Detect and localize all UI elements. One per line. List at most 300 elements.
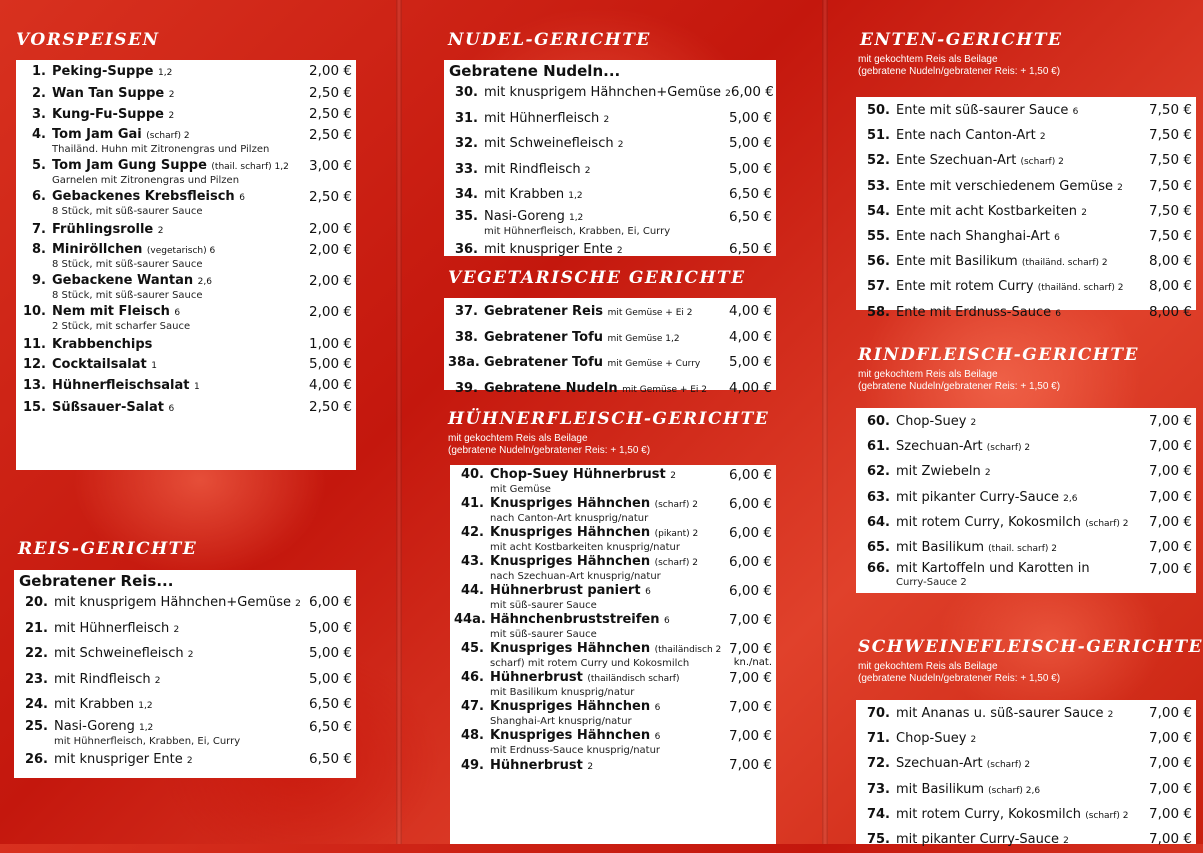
menu-box-reis: [14, 570, 356, 778]
item-price-value: 7,00 €: [1149, 539, 1192, 556]
menu-item: [454, 525, 772, 554]
item-name: mit Basilikum: [896, 540, 985, 556]
item-price-value: 7,00 €: [729, 670, 772, 686]
item-price: [309, 398, 352, 418]
menu-item: [448, 238, 772, 264]
item-price-value: 7,00 €: [729, 699, 772, 715]
item-number: 6.: [32, 189, 46, 205]
menu-item: [20, 355, 352, 377]
item-name: mit Krabben: [54, 697, 135, 712]
item-price: [729, 132, 772, 156]
item-price-value: 6,50 €: [309, 696, 352, 712]
item-number: 65.: [866, 540, 890, 556]
item-price-value: 5,00 €: [309, 355, 352, 372]
item-name: Hühnerfleischsalat: [52, 378, 190, 394]
menu-item: [860, 702, 1192, 727]
item-body: [896, 301, 1149, 326]
item-note: 6: [1055, 308, 1061, 319]
item-body: [54, 719, 309, 748]
item-note: 6: [174, 307, 181, 318]
item-name: Knuspriges Hähnchen: [490, 496, 651, 511]
item-description: Shanghai-Art knusprig/natur: [490, 716, 632, 727]
item-note: 1,2: [138, 701, 153, 711]
item-name: Szechuan-Art: [896, 439, 983, 455]
item-note: (pikant) 2: [654, 529, 699, 539]
section-subtitle-huehner-2: (gebratene Nudeln/gebratener Reis: + 1,50 €): [448, 445, 651, 456]
menu-item: [18, 748, 352, 774]
item-price: [729, 158, 772, 182]
item-number: 9.: [32, 272, 46, 288]
item-note: 6: [664, 616, 670, 626]
item-body: [896, 778, 1149, 803]
item-note: (thail. scharf) 1,2: [211, 162, 289, 173]
item-body: [52, 273, 309, 304]
item-body: [490, 728, 729, 757]
item-note: 2: [1039, 132, 1046, 143]
item-body: [490, 612, 729, 641]
menu-item: [20, 158, 352, 189]
menu-item: [448, 326, 772, 352]
item-price-value: 6,50 €: [309, 718, 352, 735]
item-number: 25.: [24, 718, 48, 734]
item-body: [490, 583, 729, 612]
menu-box-vorspeisen: [16, 60, 356, 470]
item-name: mit rotem Curry, Kokosmilch: [896, 806, 1082, 822]
menu-item: [20, 105, 352, 127]
item-note: (thailänd. scharf) 2: [1021, 258, 1108, 269]
item-name: Tom Jam Gung Suppe: [52, 158, 207, 174]
item-name: Peking-Suppe: [52, 64, 154, 79]
item-note: mit Gemüse + Ei 2: [607, 308, 693, 318]
item-number: 48.: [460, 728, 484, 743]
item-price-value: 2,00 €: [309, 272, 352, 289]
section-title-vegetarisch: VEGETARISCHE GERICHTE: [448, 268, 746, 288]
item-price: [1149, 250, 1192, 273]
item-note: 2,6: [197, 276, 212, 287]
item-name: mit Hühnerfleisch: [484, 110, 600, 126]
item-description: nach Canton-Art knusprig/natur: [490, 513, 649, 524]
item-price: [309, 62, 352, 82]
item-name: Chop-Suey: [896, 731, 967, 747]
item-name: Tom Jam Gai: [52, 127, 142, 143]
menu-item: [860, 511, 1192, 536]
item-body: [896, 511, 1149, 536]
item-body: [52, 127, 309, 158]
item-price-value: 7,00 €: [729, 612, 772, 628]
item-number: 54.: [866, 203, 890, 219]
item-price-value: 5,00 €: [309, 670, 352, 687]
item-number: 55.: [866, 229, 890, 245]
item-price: [729, 300, 772, 324]
item-price-value: 2,50 €: [309, 127, 352, 144]
item-body: [896, 175, 1149, 200]
menu-item: [860, 727, 1192, 752]
menu-item: [18, 693, 352, 719]
item-name: mit Kartoffeln und Karotten in: [896, 561, 1090, 577]
item-price-value: 6,00 €: [730, 84, 774, 100]
item-body: [896, 561, 1149, 591]
item-note: mit Gemüse + Curry: [607, 359, 701, 369]
item-note: 6: [168, 403, 175, 414]
item-price: [1149, 275, 1192, 298]
item-note: 1,2: [568, 212, 584, 223]
item-body: [54, 693, 309, 719]
item-name: Szechuan-Art: [896, 756, 983, 772]
item-price-note: kn./nat.: [733, 657, 772, 668]
item-number: 38.: [454, 329, 478, 345]
menu-item: [448, 300, 772, 326]
menu-item: [454, 612, 772, 641]
item-note: 1,2: [568, 191, 583, 201]
item-note: 6: [654, 703, 661, 713]
item-price: [729, 496, 772, 512]
item-description: mit süß-saurer Sauce: [490, 629, 597, 640]
item-price-value: 4,00 €: [729, 328, 772, 345]
item-name: Chop-Suey Hühnerbrust: [490, 467, 666, 482]
item-note: (scharf) 2: [986, 760, 1031, 771]
item-price-value: 5,00 €: [729, 160, 772, 177]
item-body: [896, 200, 1149, 225]
item-price: [1149, 149, 1192, 172]
item-price-value: 6,50 €: [729, 240, 772, 257]
item-description: mit Basilikum knusprig/natur: [490, 687, 635, 698]
item-price-value: 7,00 €: [729, 641, 772, 657]
item-price-value: 7,00 €: [1149, 438, 1192, 455]
item-price: [309, 84, 352, 104]
item-number: 52.: [866, 153, 890, 169]
menu-item: [860, 435, 1192, 460]
item-price: [1149, 511, 1192, 534]
item-body: [484, 377, 729, 403]
item-price-value: 1,00 €: [309, 335, 352, 352]
section-title-reis: REIS-GERICHTE: [18, 539, 198, 559]
item-price: [309, 105, 352, 125]
item-note: 1,2: [138, 722, 154, 733]
item-name: Ente mit rotem Curry: [896, 279, 1034, 295]
item-number: 46.: [460, 670, 484, 685]
item-price: [1149, 778, 1192, 801]
menu-box-schwein: [856, 700, 1196, 848]
item-number: 2.: [32, 85, 46, 101]
menu-item: [20, 376, 352, 398]
item-body: [52, 84, 309, 106]
item-body: [490, 670, 729, 699]
item-name: Nasi-Goreng: [54, 718, 135, 734]
item-price-value: 7,00 €: [1149, 463, 1192, 480]
item-price-value: 2,00 €: [309, 241, 352, 258]
item-name: Frühlingsrolle: [52, 222, 154, 238]
item-number: 61.: [866, 439, 890, 455]
item-price: [729, 554, 772, 570]
item-price-value: 8,00 €: [1149, 253, 1192, 270]
item-number: 15.: [22, 399, 46, 415]
item-number: 57.: [866, 279, 890, 295]
item-price: [729, 209, 772, 225]
item-price: [729, 583, 772, 599]
menu-item: [860, 124, 1192, 149]
item-name: Nem mit Fleisch: [52, 303, 170, 319]
item-name: Ente Szechuan-Art: [896, 153, 1017, 169]
item-description: mit Hühnerfleisch, Krabben, Ei, Curry: [484, 225, 671, 237]
menu-item: [20, 127, 352, 158]
item-number: 63.: [866, 489, 890, 505]
item-price: [729, 612, 772, 628]
item-body: [896, 99, 1149, 124]
item-name: Ente mit süß-saurer Sauce: [896, 103, 1069, 118]
item-price-value: 5,00 €: [729, 135, 772, 151]
item-note: (scharf) 2,6: [988, 785, 1041, 796]
menu-item: [18, 668, 352, 694]
menu-item: [20, 242, 352, 273]
item-name: mit Schweinefleisch: [54, 646, 184, 661]
item-price: [729, 326, 772, 350]
item-body: [54, 617, 309, 643]
item-number: 45.: [460, 641, 484, 656]
item-price: [1149, 200, 1192, 223]
item-number: 13.: [22, 378, 46, 394]
menu-item: [860, 828, 1192, 853]
item-note: 2: [168, 89, 175, 100]
item-body: [896, 486, 1149, 511]
menu-item: [20, 335, 352, 355]
menu-item: [448, 132, 772, 158]
item-price-value: 7,00 €: [1149, 413, 1192, 429]
item-body: [52, 355, 309, 377]
item-note: (scharf) 2: [1085, 810, 1129, 821]
item-price-value: 6,50 €: [309, 750, 352, 767]
box-heading-nudel: Gebratene Nudeln...: [449, 62, 621, 80]
item-price: [309, 335, 352, 355]
item-note: 2: [186, 755, 193, 766]
item-name: Ente nach Canton-Art: [896, 128, 1036, 144]
menu-item: [860, 275, 1192, 300]
item-body: [490, 496, 729, 525]
item-name: Ente mit acht Kostbarkeiten: [896, 203, 1078, 219]
menu-item: [860, 225, 1192, 250]
item-note: 2: [970, 735, 977, 746]
item-number: 60.: [866, 414, 890, 429]
item-body: [896, 124, 1149, 149]
item-price: [729, 467, 772, 483]
item-price: [1149, 410, 1192, 433]
item-note: (scharf) 2: [1085, 518, 1129, 529]
item-price-value: 7,00 €: [1149, 705, 1192, 721]
item-price-value: 2,00 €: [309, 63, 352, 79]
item-description: 8 Stück, mit süß-saurer Sauce: [52, 258, 203, 270]
item-note: 6: [239, 193, 245, 204]
item-number: 22.: [24, 646, 48, 661]
item-price: [309, 719, 352, 735]
item-number: 38a.: [448, 355, 480, 370]
menu-item: [454, 554, 772, 583]
menu-item: [18, 617, 352, 643]
item-price: [1149, 225, 1192, 248]
item-price-value: 7,50 €: [1149, 228, 1192, 245]
section-title-nudel: NUDEL-GERICHTE: [448, 30, 651, 50]
section-subtitle-rind-1: mit gekochtem Reis als Beilage: [858, 369, 998, 380]
item-price: [309, 158, 352, 174]
item-body: [54, 748, 309, 774]
item-price-value: 2,00 €: [309, 221, 352, 238]
item-price-value: 2,50 €: [309, 189, 352, 206]
menu-item: [18, 642, 352, 668]
item-price-value: 7,50 €: [1149, 202, 1192, 219]
item-price: [729, 670, 772, 686]
item-body: [484, 158, 729, 184]
item-note: (thailänd. scharf) 2: [1037, 283, 1124, 294]
item-note: mit Gemüse 1,2: [607, 333, 680, 344]
menu-item: [454, 728, 772, 757]
menu-item: [860, 752, 1192, 777]
menu-item: [454, 670, 772, 699]
item-name: Knuspriges Hähnchen: [490, 554, 651, 569]
menu-box-rind: [856, 408, 1196, 593]
item-name: Gebackenes Krebsfleisch: [52, 189, 235, 205]
menu-item: [860, 536, 1192, 561]
item-number: 66.: [866, 561, 890, 577]
item-number: 8.: [32, 241, 46, 257]
item-name: Hühnerbrust: [490, 670, 583, 685]
menu-item: [448, 183, 772, 209]
item-body: [52, 105, 309, 127]
item-name: Kung-Fu-Suppe: [52, 107, 164, 123]
item-description: nach Szechuan-Art knusprig/natur: [490, 571, 661, 582]
item-number: 51.: [866, 128, 890, 144]
section-subtitle-rind-2: (gebratene Nudeln/gebratener Reis: + 1,50 €): [858, 381, 1061, 392]
section-title-rind: RINDFLEISCH-GERICHTE: [858, 345, 1139, 365]
item-number: 36.: [454, 241, 478, 257]
item-price: [309, 591, 352, 615]
item-number: 41.: [460, 496, 484, 511]
item-number: 32.: [454, 136, 478, 151]
item-note: 2: [616, 245, 623, 256]
menu-item: [18, 591, 352, 617]
item-number: 11.: [22, 336, 46, 352]
item-description: scharf) mit rotem Curry und Kokosmilch: [490, 658, 690, 669]
item-price: [309, 355, 352, 375]
box-heading-reis: Gebratener Reis...: [19, 572, 174, 590]
fold-line-right: [822, 0, 828, 844]
item-number: 62.: [866, 464, 890, 480]
item-number: 70.: [866, 706, 890, 721]
menu-box-nudel: [444, 60, 776, 256]
item-price: [309, 693, 352, 717]
section-subtitle-schwein-2: (gebratene Nudeln/gebratener Reis: + 1,50 €): [858, 673, 1061, 684]
item-number: 44a.: [454, 612, 486, 627]
item-number: 72.: [866, 756, 890, 772]
item-price-value: 7,00 €: [1149, 831, 1192, 848]
item-name: mit pikanter Curry-Sauce: [896, 832, 1059, 848]
item-description: Garnelen mit Zitronengras und Pilzen: [52, 175, 240, 187]
item-number: 24.: [24, 697, 48, 712]
section-title-schwein: SCHWEINEFLEISCH-GERICHTE: [858, 637, 1203, 657]
item-body: [484, 209, 729, 238]
item-body: [896, 435, 1149, 460]
item-number: 30.: [454, 85, 478, 100]
item-body: [896, 702, 1149, 727]
item-number: 49.: [460, 758, 484, 773]
item-name: Knuspriges Hähnchen: [490, 525, 651, 540]
item-name: mit Zwiebeln: [896, 464, 981, 480]
item-body: [490, 554, 729, 583]
item-number: 4.: [32, 127, 46, 143]
item-body: [484, 351, 729, 377]
item-price: [729, 525, 772, 541]
item-note: 1,2: [157, 68, 173, 78]
item-body: [896, 275, 1149, 300]
menu-item: [860, 561, 1192, 591]
item-note: 2: [1107, 710, 1114, 720]
item-name: Knuspriges Hähnchen: [490, 699, 651, 714]
item-number: 34.: [454, 187, 478, 202]
item-note: 2: [295, 599, 301, 609]
item-price: [1149, 435, 1192, 458]
item-price: [309, 642, 352, 666]
item-price: [729, 238, 772, 262]
item-note: (scharf) 2: [986, 443, 1031, 454]
item-number: 37.: [454, 304, 478, 319]
item-price-value: 2,00 €: [309, 303, 352, 320]
item-price: [309, 748, 352, 772]
menu-item: [454, 641, 772, 670]
item-note: 6: [645, 587, 651, 597]
item-price-value: 7,50 €: [1149, 127, 1192, 144]
item-price-value: 7,00 €: [1149, 730, 1192, 747]
item-body: [896, 752, 1149, 777]
menu-item: [454, 757, 772, 776]
item-number: 44.: [460, 583, 484, 598]
item-price-value: 6,00 €: [729, 554, 772, 570]
item-note: 6: [654, 732, 661, 742]
item-body: [896, 536, 1149, 561]
menu-item: [454, 699, 772, 728]
item-body: [52, 62, 309, 84]
item-number: 71.: [866, 731, 890, 747]
menu-item: [20, 189, 352, 220]
item-price-value: 2,50 €: [309, 398, 352, 415]
item-price-value: 6,00 €: [729, 525, 772, 541]
menu-item: [454, 467, 772, 496]
item-number: 33.: [454, 161, 478, 177]
item-name: mit rotem Curry, Kokosmilch: [896, 514, 1082, 530]
item-number: 42.: [460, 525, 484, 540]
item-price: [729, 699, 772, 715]
item-number: 64.: [866, 514, 890, 530]
item-price-value: 6,50 €: [729, 208, 772, 225]
item-body: [490, 525, 729, 554]
item-name: mit Basilikum: [896, 781, 985, 797]
item-name: Cocktailsalat: [52, 356, 147, 372]
item-number: 58.: [866, 304, 890, 320]
item-note: (thailändisch 2: [654, 645, 722, 655]
item-note: 2: [173, 624, 180, 635]
item-note: (scharf) 2: [654, 500, 698, 510]
item-price: [1149, 175, 1192, 198]
item-body: [484, 132, 729, 158]
item-price: [309, 668, 352, 692]
menu-item: [448, 107, 772, 133]
item-price-value: 2,50 €: [309, 84, 352, 101]
item-body: [896, 803, 1149, 828]
item-name: mit Rindfleisch: [54, 671, 151, 687]
item-price-value: 5,00 €: [309, 619, 352, 636]
item-name: Knuspriges Hähnchen: [490, 728, 651, 743]
item-name: Gebratener Tofu: [484, 329, 603, 345]
menu-item: [20, 84, 352, 106]
item-price-value: 4,00 €: [309, 377, 352, 394]
item-number: 1.: [32, 64, 46, 79]
item-price-value: 4,00 €: [729, 303, 772, 319]
